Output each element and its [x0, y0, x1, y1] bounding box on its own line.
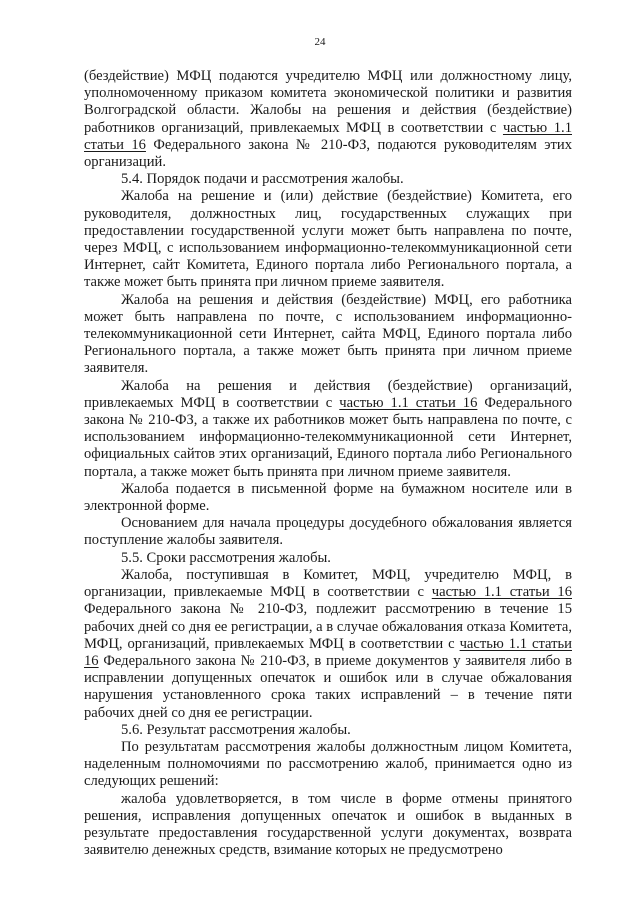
law-reference-link[interactable]: частью 1.1 статьи 16: [84, 635, 572, 669]
paragraph-text: Жалоба подается в письменной форме на бумажном носителе или в электронной форме.: [84, 480, 572, 515]
law-reference-link[interactable]: частью 1.1 статьи 16: [431, 584, 572, 601]
paragraph-text: жалоба удовлетворяется, в том числе в форме отмены принятого решения, исправления допущенных опечаток и ошибок в выданных в результате предоставления государственной услуги документах, возврата заявителю денежных средств, взимание которых не предусмотрено: [84, 790, 572, 859]
paragraph-text: Жалоба на решения и действия (бездействие) организаций, привлекаемых МФЦ в соответствии с: [84, 377, 572, 411]
paragraph-text: По результатам рассмотрения жалобы должностным лицом Комитета, наделенным полномочиями по рассмотрению жалоб, принимается одно из следующих решений:: [84, 738, 572, 790]
law-reference-link[interactable]: частью 1.1 статьи 16: [339, 394, 478, 411]
paragraph: [84, 567, 572, 722]
paragraph-text: 5.5. Сроки рассмотрения жалобы.: [121, 549, 331, 566]
paragraph: [84, 550, 572, 567]
paragraph-text: Основанием для начала процедуры досудебного обжалования является поступление жалобы заявителя.: [84, 515, 572, 549]
paragraph-text: Жалоба на решения и действия (бездействие) МФЦ, его работника может быть направлена по почте, с использованием информационно-телекоммуникационной сети Интернет, сайта МФЦ, Единого портала либо Регионального портала, а также может быть принята при личном приеме заявителя.: [84, 291, 572, 377]
paragraph-text: Жалоба, поступившая в Комитет, МФЦ, учредителю МФЦ, в организации, привлекаемые МФЦ в соответствии с: [84, 566, 572, 601]
document-body: [84, 68, 572, 859]
paragraph: [84, 481, 572, 515]
paragraph-text: Федерального закона № 210-ФЗ, подлежит рассмотрению в течение 15 рабочих дней со дня ее регистрации, а в случае обжалования отказа Комитета, МФЦ, организаций, привлекаемых МФЦ в соответствии с: [84, 601, 572, 652]
paragraph: [84, 292, 572, 378]
paragraph: [84, 515, 572, 549]
paragraph-text: 5.4. Порядок подачи и рассмотрения жалобы.: [121, 171, 404, 188]
paragraph: [84, 378, 572, 481]
paragraph-text: Федерального закона № 210-ФЗ, а также их работников может быть направлена по почте, с использованием информационно-телекоммуникационной сети Интернет, официальных сайтов этих организаций, Единого портала либо Регионального портала, а также может быть принята при личном приеме заявителя.: [84, 394, 572, 480]
paragraph: [84, 171, 572, 188]
paragraph: [84, 188, 572, 291]
paragraph-text: 5.6. Результат рассмотрения жалобы.: [121, 721, 351, 738]
paragraph-text: Федерального закона № 210-ФЗ, в приеме документов у заявителя либо в исправлении допущенных опечаток и ошибок или в случае обжалования нарушения установленного срока таких исправлений – в течение пяти рабочих дней со дня ее регистрации.: [84, 652, 572, 721]
paragraph: [84, 791, 572, 860]
paragraph: [84, 722, 572, 739]
law-reference-link[interactable]: частью 1.1 статьи 16: [84, 119, 572, 153]
paragraph-text: (бездействие) МФЦ подаются учредителю МФЦ или должностному лицу, уполномоченному приказом комитета экономической политики и развития Волгоградской области. Жалобы на решения и действия (бездействие) работников организаций, привлекаемых МФЦ в соответствии с: [84, 68, 572, 136]
paragraph-text: Федерального закона № 210-ФЗ, подаются руководителям этих организаций.: [84, 136, 573, 171]
paragraph-text: Жалоба на решение и (или) действие (бездействие) Комитета, его руководителя, должностных лиц, государственных служащих при предоставлении государственной услуги может быть направлена по почте, через МФЦ, с использованием информационно-телекоммуникационной сети Интернет, сайт Комитета, Единого портала либо Регионального портала, а также может быть принята при личном приеме заявителя.: [84, 188, 572, 291]
paragraph: [84, 739, 572, 791]
paragraph: [84, 68, 572, 171]
page-number: 24: [314, 36, 326, 48]
